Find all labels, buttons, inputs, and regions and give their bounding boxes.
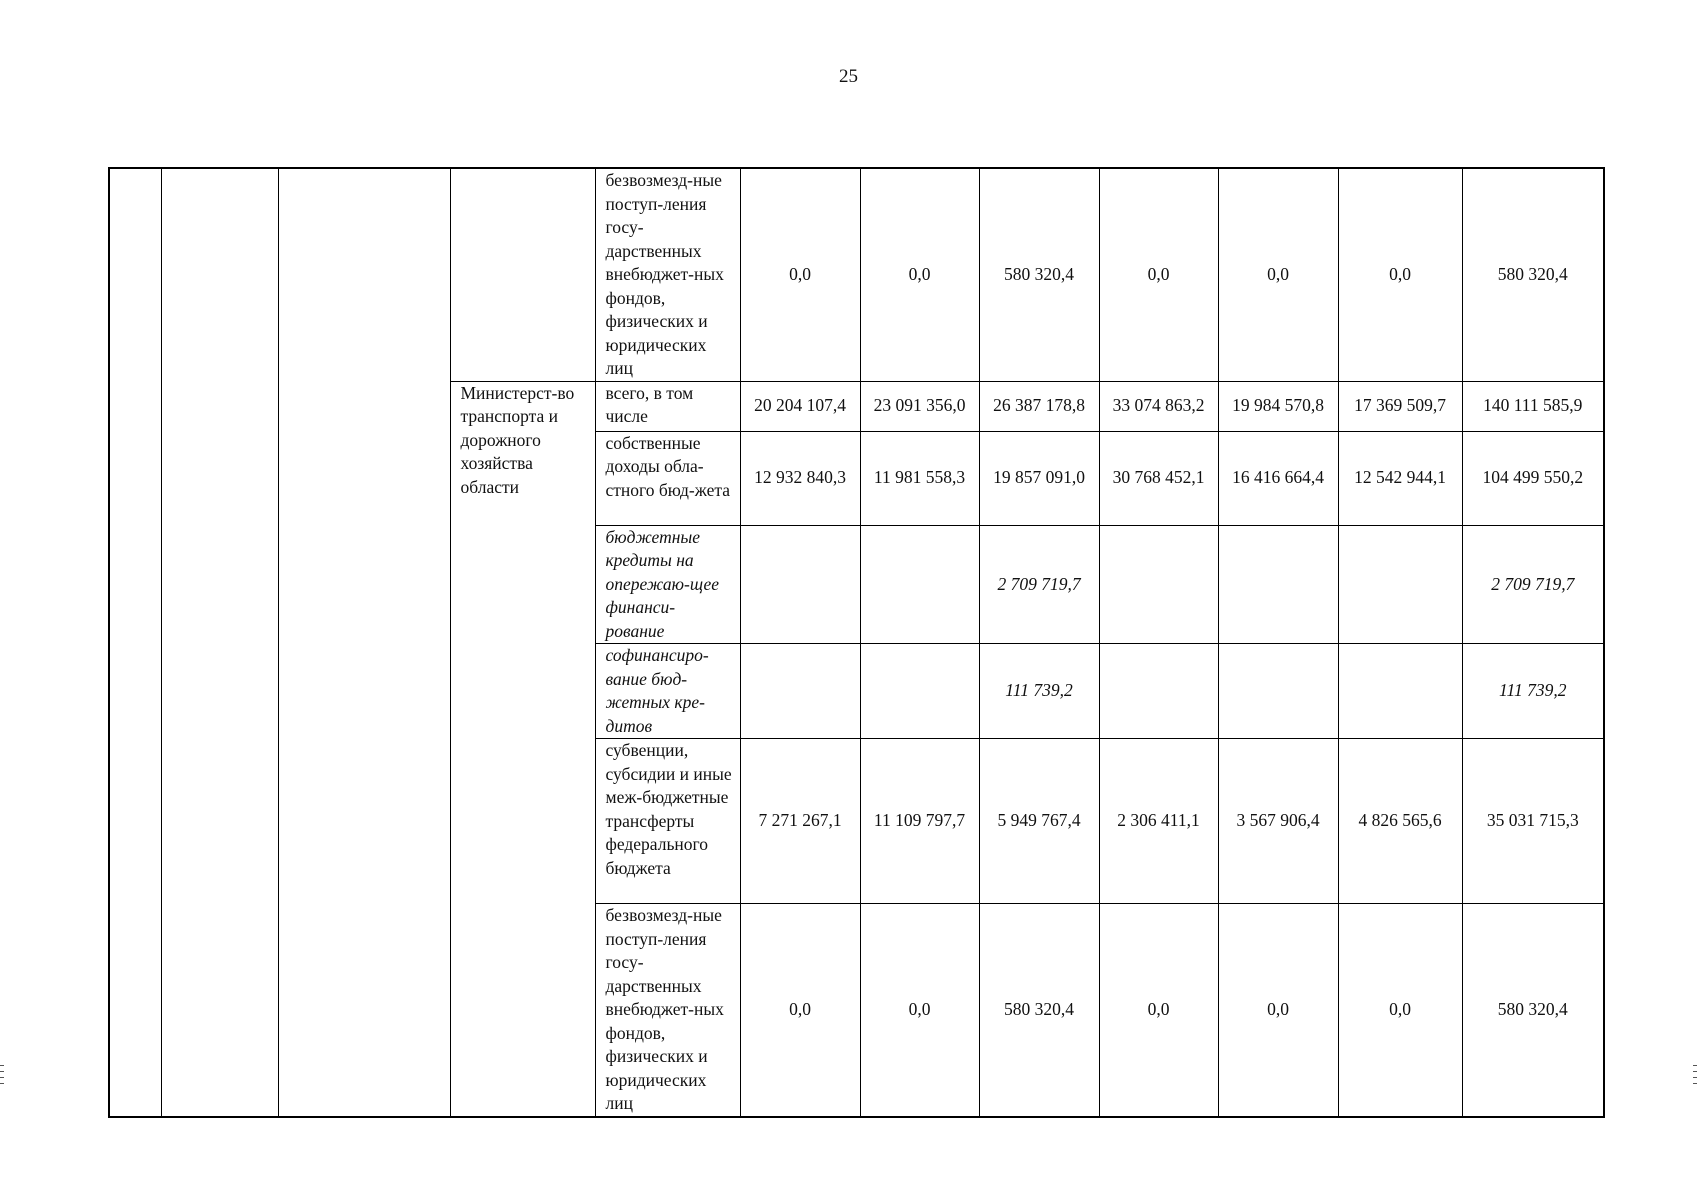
value-cell: 0,0 <box>740 168 860 381</box>
value-cell: 12 932 840,3 <box>740 431 860 525</box>
value-cell <box>860 644 979 739</box>
value-cell <box>740 525 860 644</box>
value-cell <box>1218 644 1338 739</box>
value-cell: 580 320,4 <box>979 168 1099 381</box>
value-cell: 35 031 715,3 <box>1462 739 1604 904</box>
value-cell: 0,0 <box>1338 168 1462 381</box>
value-cell <box>1338 525 1462 644</box>
value-cell: 19 984 570,8 <box>1218 381 1338 431</box>
blank-cell <box>161 168 278 1117</box>
value-cell: 30 768 452,1 <box>1099 431 1218 525</box>
value-cell: 2 709 719,7 <box>1462 525 1604 644</box>
row-label: субвенции, субсидии и иные меж-бюджетные трансферты федерального бюджета <box>595 739 740 904</box>
value-cell: 19 857 091,0 <box>979 431 1099 525</box>
value-cell: 11 109 797,7 <box>860 739 979 904</box>
value-cell: 33 074 863,2 <box>1099 381 1218 431</box>
page-number: 25 <box>839 66 858 87</box>
value-cell: 140 111 585,9 <box>1462 381 1604 431</box>
value-cell: 0,0 <box>1218 904 1338 1117</box>
blank-cell <box>278 168 450 1117</box>
value-cell: 16 416 664,4 <box>1218 431 1338 525</box>
value-cell: 20 204 107,4 <box>740 381 860 431</box>
value-cell: 2 709 719,7 <box>979 525 1099 644</box>
blank-cell <box>109 168 161 1117</box>
row-label: безвозмезд-ные поступ-ления госу-дарственных внебюджет-ных фондов, физических и юридических лиц <box>595 168 740 381</box>
value-cell: 0,0 <box>1099 904 1218 1117</box>
value-cell: 7 271 267,1 <box>740 739 860 904</box>
value-cell <box>860 525 979 644</box>
value-cell: 12 542 944,1 <box>1338 431 1462 525</box>
value-cell: 4 826 565,6 <box>1338 739 1462 904</box>
value-cell: 0,0 <box>1099 168 1218 381</box>
value-cell: 26 387 178,8 <box>979 381 1099 431</box>
value-cell <box>1218 525 1338 644</box>
value-cell: 111 739,2 <box>979 644 1099 739</box>
value-cell: 5 949 767,4 <box>979 739 1099 904</box>
organization-cell: Министерст-во транспорта и дорожного хозяйства области <box>450 381 595 1117</box>
blank-cell <box>450 168 595 381</box>
table-row <box>109 168 1604 381</box>
value-cell <box>1099 644 1218 739</box>
value-cell: 0,0 <box>860 168 979 381</box>
value-cell: 3 567 906,4 <box>1218 739 1338 904</box>
value-cell: 0,0 <box>1338 904 1462 1117</box>
budget-table <box>108 167 1605 1118</box>
row-label: собственные доходы обла-стного бюд-жета <box>595 431 740 525</box>
row-label: бюджетные кредиты на опережаю-щее финанси-рование <box>595 525 740 644</box>
right-edge-marks <box>1693 1065 1697 1089</box>
value-cell <box>1338 644 1462 739</box>
value-cell: 111 739,2 <box>1462 644 1604 739</box>
value-cell <box>1099 525 1218 644</box>
left-edge-marks <box>0 1065 4 1089</box>
value-cell: 0,0 <box>860 904 979 1117</box>
row-label: безвозмезд-ные поступ-ления госу-дарственных внебюджет-ных фондов, физических и юридических лиц <box>595 904 740 1117</box>
value-cell: 17 369 509,7 <box>1338 381 1462 431</box>
value-cell: 0,0 <box>1218 168 1338 381</box>
value-cell: 11 981 558,3 <box>860 431 979 525</box>
value-cell: 580 320,4 <box>979 904 1099 1117</box>
value-cell: 2 306 411,1 <box>1099 739 1218 904</box>
value-cell: 104 499 550,2 <box>1462 431 1604 525</box>
row-label: софинансиро-вание бюд-жетных кре-дитов <box>595 644 740 739</box>
value-cell: 580 320,4 <box>1462 168 1604 381</box>
value-cell: 0,0 <box>740 904 860 1117</box>
row-label: всего, в том числе <box>595 381 740 431</box>
value-cell <box>740 644 860 739</box>
value-cell: 580 320,4 <box>1462 904 1604 1117</box>
value-cell: 23 091 356,0 <box>860 381 979 431</box>
